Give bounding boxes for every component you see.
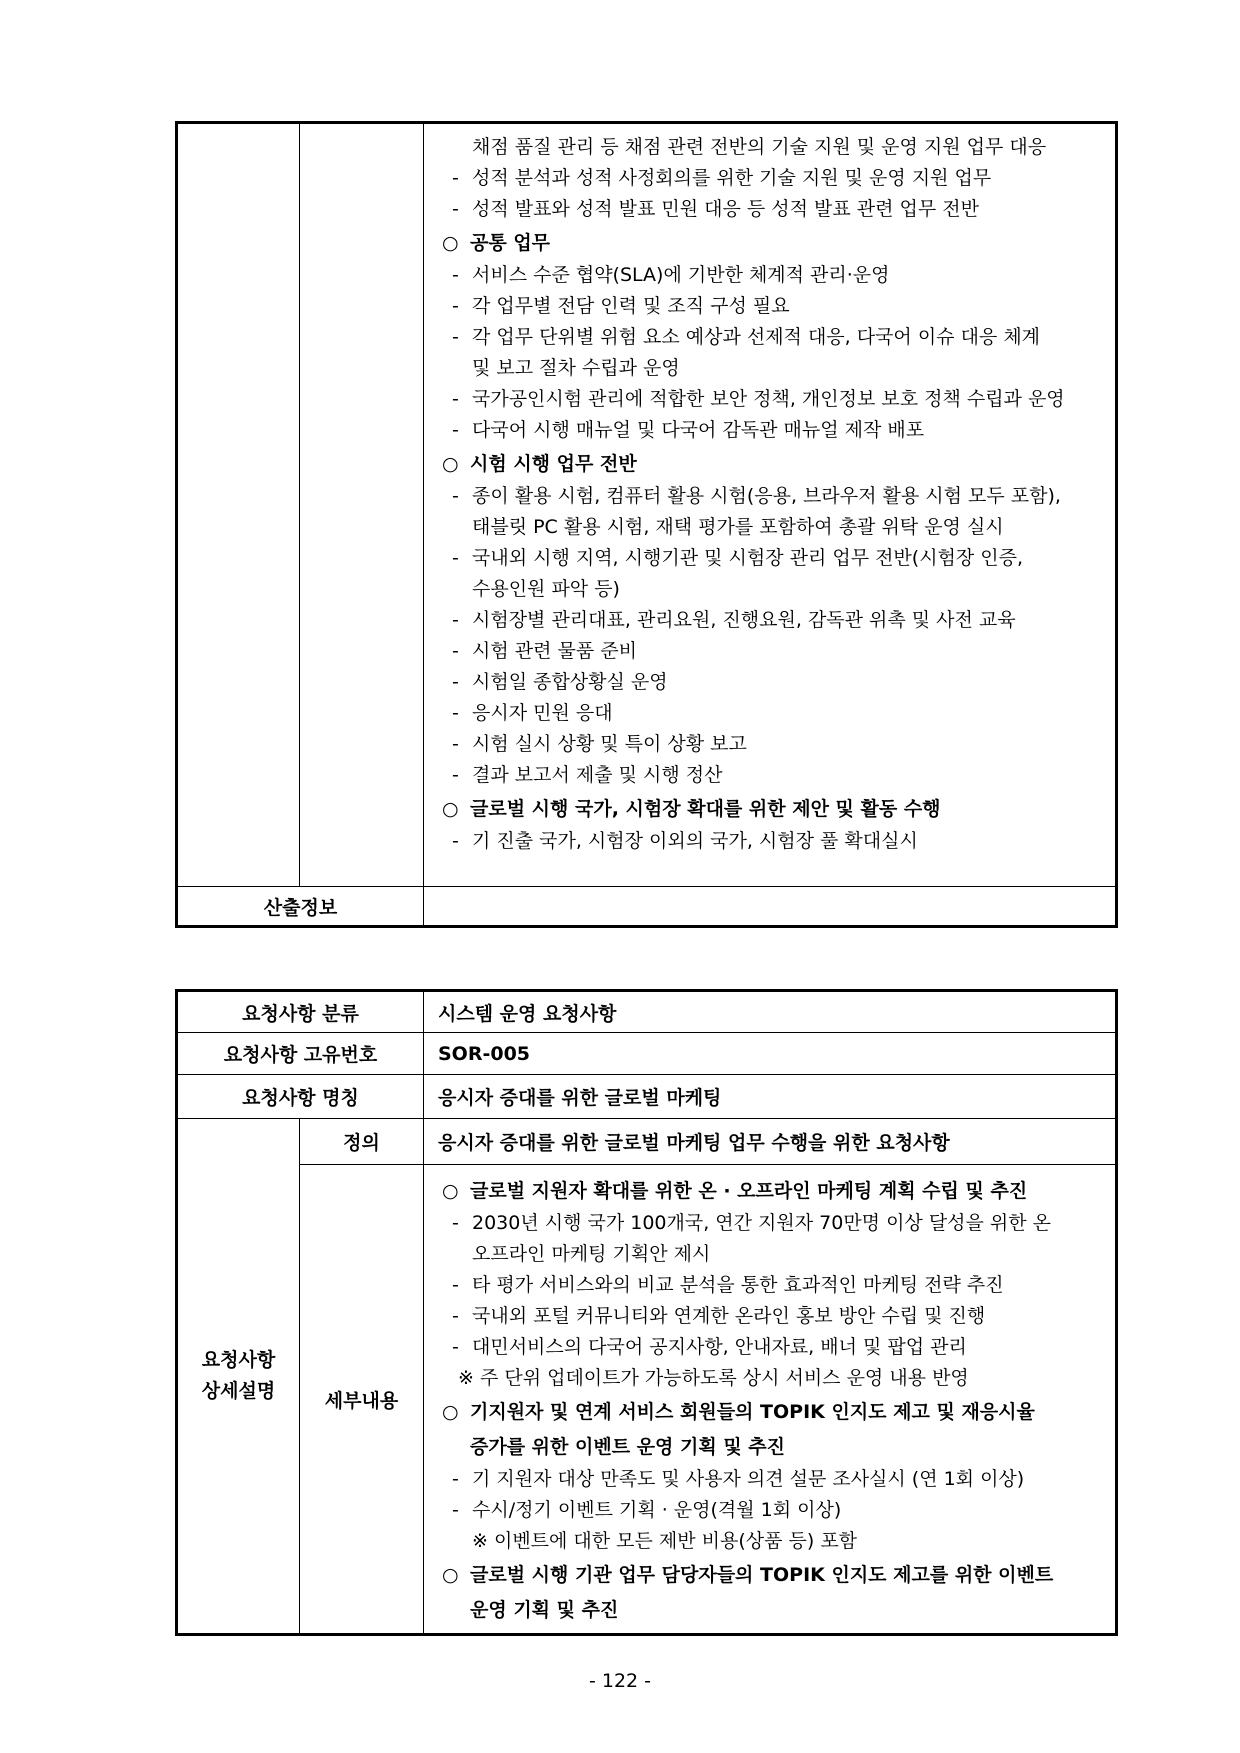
section-heading [442, 1594, 1105, 1627]
list-item-continuation [442, 132, 1105, 163]
section-heading [442, 227, 1105, 260]
dash-bullet-icon: - [452, 830, 459, 852]
circle-bullet-icon: ○ [442, 798, 459, 820]
line-text: 증가를 위한 이벤트 운영 기획 및 추진 [470, 1436, 785, 1458]
name-value: 응시자 증대를 위한 글로벌 마케팅 [424, 1075, 1117, 1119]
detail-content [424, 123, 1117, 887]
dash-bullet-icon: - [452, 198, 459, 220]
dash-bullet-icon: - [452, 733, 459, 755]
line-text: 시험 관련 물품 준비 [472, 640, 637, 662]
empty-label-cell [177, 123, 300, 887]
line-text: 시험 시행 업무 전반 [470, 453, 637, 475]
line-text: 태블릿 PC 활용 시험, 재택 평가를 포함하여 총괄 위탁 운영 실시 [472, 516, 1004, 538]
definition-label: 정의 [300, 1119, 424, 1165]
dash-bullet-icon: - [452, 295, 459, 317]
list-item [442, 194, 1105, 225]
detail-label [177, 1119, 300, 1635]
detail-label-line1: 요청사항 [201, 1349, 276, 1371]
list-item [442, 384, 1105, 415]
line-text: 서비스 수준 협약(SLA)에 기반한 체계적 관리·운영 [472, 264, 890, 286]
section-heading [442, 1559, 1105, 1592]
section-heading [442, 793, 1105, 826]
line-text: 글로벌 시행 기관 업무 담당자들의 TOPIK 인지도 제고를 위한 이벤트 [470, 1564, 1054, 1586]
list-item-continuation [442, 512, 1105, 543]
dash-bullet-icon: - [452, 264, 459, 286]
line-text: 다국어 시행 매뉴얼 및 다국어 감독관 매뉴얼 제작 배포 [472, 419, 925, 441]
category-label: 요청사항 분류 [177, 991, 424, 1033]
dash-bullet-icon: - [452, 1274, 459, 1296]
line-text: 기지원자 및 연계 서비스 회원들의 TOPIK 인지도 제고 및 재응시율 [470, 1401, 1035, 1423]
dash-bullet-icon: - [452, 609, 459, 631]
line-text: 기 진출 국가, 시험장 이외의 국가, 시험장 풀 확대실시 [472, 830, 918, 852]
list-item [442, 1301, 1105, 1332]
requirement-table-sor-005 [175, 989, 1118, 1636]
output-info-label: 산출정보 [177, 887, 424, 927]
list-item [442, 260, 1105, 291]
dash-bullet-icon: - [452, 671, 459, 693]
dash-bullet-icon: - [452, 764, 459, 786]
requirement-table-continued [175, 121, 1118, 928]
line-text: 채점 품질 관리 등 채점 관련 전반의 기술 지원 및 운영 지원 업무 대응 [472, 136, 1047, 158]
list-item [442, 826, 1105, 857]
list-item [442, 605, 1105, 636]
list-item [442, 698, 1105, 729]
dash-bullet-icon: - [452, 1468, 459, 1490]
line-text: 각 업무 단위별 위험 요소 예상과 선제적 대응, 다국어 이슈 대응 체계 [472, 326, 1041, 348]
line-text: 운영 기획 및 추진 [470, 1599, 619, 1621]
list-item [442, 322, 1105, 353]
dash-bullet-icon: - [452, 388, 459, 410]
name-label: 요청사항 명칭 [177, 1075, 424, 1119]
circle-bullet-icon: ○ [442, 232, 459, 254]
list-item [442, 1495, 1105, 1526]
id-value: SOR-005 [424, 1033, 1117, 1075]
dash-bullet-icon: - [452, 702, 459, 724]
list-item [442, 1270, 1105, 1301]
dash-bullet-icon: - [452, 485, 459, 507]
line-text: 글로벌 시행 국가, 시험장 확대를 위한 제안 및 활동 수행 [470, 798, 941, 820]
section-heading [442, 1431, 1105, 1464]
detail-label-line2: 상세설명 [201, 1380, 276, 1402]
line-text: 시험장별 관리대표, 관리요원, 진행요원, 감독관 위촉 및 사전 교육 [472, 609, 1016, 631]
line-text: 타 평가 서비스와의 비교 분석을 통한 효과적인 마케팅 전략 추진 [472, 1274, 1004, 1296]
line-text: 국내외 포털 커뮤니티와 연계한 온라인 홍보 방안 수립 및 진행 [472, 1305, 986, 1327]
list-item [442, 163, 1105, 194]
line-text: 성적 발표와 성적 발표 민원 대응 등 성적 발표 관련 업무 전반 [472, 198, 979, 220]
line-text: 응시자 민원 응대 [472, 702, 613, 724]
category-value: 시스템 운영 요청사항 [424, 991, 1117, 1033]
line-text: 각 업무별 전담 인력 및 조직 구성 필요 [472, 295, 790, 317]
list-item-continuation [442, 1526, 1105, 1557]
line-text: 2030년 시행 국가 100개국, 연간 지원자 70만명 이상 달성을 위한 온 [472, 1212, 1052, 1234]
line-text: 종이 활용 시험, 컴퓨터 활용 시험(응용, 브라우저 활용 시험 모두 포함), [472, 485, 1061, 507]
circle-bullet-icon: ○ [442, 1564, 459, 1586]
dash-bullet-icon: - [452, 640, 459, 662]
list-item-continuation [442, 353, 1105, 384]
dash-bullet-icon: - [452, 1305, 459, 1327]
list-item [442, 543, 1105, 574]
line-text: 성적 분석과 성적 사정회의를 위한 기술 지원 및 운영 지원 업무 [472, 167, 992, 189]
section-heading [442, 1175, 1105, 1208]
list-item-continuation [442, 574, 1105, 605]
list-item [442, 1332, 1105, 1363]
list-item [442, 1464, 1105, 1495]
line-text: 및 보고 절차 수립과 운영 [472, 357, 680, 379]
circle-bullet-icon: ○ [442, 1401, 459, 1423]
line-text: 국내외 시행 지역, 시행기관 및 시험장 관리 업무 전반(시험장 인증, [472, 547, 1024, 569]
output-info-value [424, 887, 1117, 927]
line-text: ※ 주 단위 업데이트가 가능하도록 상시 서비스 운영 내용 반영 [458, 1367, 969, 1389]
line-text: 대민서비스의 다국어 공지사항, 안내자료, 배너 및 팝업 관리 [472, 1336, 967, 1358]
sub-detail-label: 세부내용 [300, 1165, 424, 1635]
dash-bullet-icon: - [452, 547, 459, 569]
line-text: 기 지원자 대상 만족도 및 사용자 의견 설문 조사실시 (연 1회 이상) [472, 1468, 1025, 1490]
list-item [442, 415, 1105, 446]
definition-value: 응시자 증대를 위한 글로벌 마케팅 업무 수행을 위한 요청사항 [424, 1119, 1117, 1165]
list-item-continuation [442, 1239, 1105, 1270]
section-heading [442, 1396, 1105, 1429]
dash-bullet-icon: - [452, 326, 459, 348]
dash-bullet-icon: - [452, 167, 459, 189]
line-text: 공통 업무 [470, 232, 551, 254]
id-label: 요청사항 고유번호 [177, 1033, 424, 1075]
page-number: - 122 - [588, 1670, 652, 1692]
list-item-continuation [442, 1363, 1105, 1394]
empty-sublabel-cell [300, 123, 424, 887]
list-item [442, 1208, 1105, 1239]
line-text: 결과 보고서 제출 및 시행 정산 [472, 764, 723, 786]
list-item [442, 291, 1105, 322]
section-heading [442, 448, 1105, 481]
line-text: ※ 이벤트에 대한 모든 제반 비용(상품 등) 포함 [472, 1530, 858, 1552]
sub-detail-content [424, 1165, 1117, 1635]
dash-bullet-icon: - [452, 1499, 459, 1521]
line-text: 국가공인시험 관리에 적합한 보안 정책, 개인정보 보호 정책 수립과 운영 [472, 388, 1065, 410]
line-text: 시험 실시 상황 및 특이 상황 보고 [472, 733, 747, 755]
line-text: 글로벌 지원자 확대를 위한 온 · 오프라인 마케팅 계획 수립 및 추진 [470, 1180, 1028, 1202]
dash-bullet-icon: - [452, 419, 459, 441]
dash-bullet-icon: - [452, 1212, 459, 1234]
line-text: 오프라인 마케팅 기획안 제시 [472, 1243, 711, 1265]
list-item [442, 636, 1105, 667]
dash-bullet-icon: - [452, 1336, 459, 1358]
list-item [442, 667, 1105, 698]
circle-bullet-icon: ○ [442, 453, 459, 475]
list-item [442, 760, 1105, 791]
line-text: 수용인원 파악 등) [472, 578, 620, 600]
list-item [442, 481, 1105, 512]
line-text: 수시/정기 이벤트 기획 · 운영(격월 1회 이상) [472, 1499, 842, 1521]
line-text: 시험일 종합상황실 운영 [472, 671, 668, 693]
list-item [442, 729, 1105, 760]
circle-bullet-icon: ○ [442, 1180, 459, 1202]
